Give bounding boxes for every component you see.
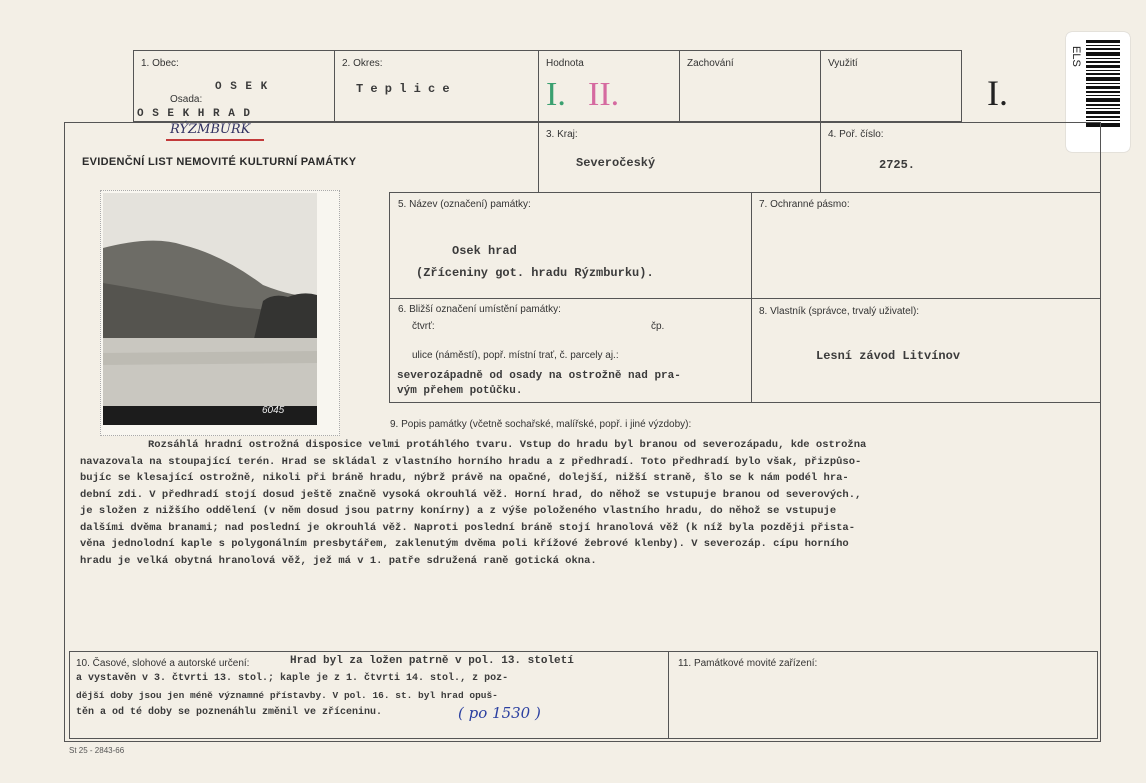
hodnota-ii: II. (588, 76, 620, 113)
popis-label: 9. Popis památky (včetně sochařské, malířské, popř. i jiné výzdoby): (390, 419, 692, 430)
ctvrt-label: čtvrť: (412, 321, 435, 332)
vlastnik-label: 8. Vlastník (správce, trvalý uživatel): (759, 306, 920, 317)
urceni-line2: a vystavěn v 3. čtvrti 13. stol.; kaple je z 1. čtvrti 14. stol., z poz- (76, 673, 509, 684)
barcode-icon (1086, 40, 1120, 128)
landscape-photo (103, 193, 317, 425)
popis-line: navazovala na stoupající terén. Hrad se skládal z vlastního horního hradu a z předhradí. Toto předhradí bylo však, přizpůso- (80, 455, 862, 468)
nazev-line1: Osek hrad (452, 244, 517, 258)
nazev-label: 5. Název (označení) památky: (398, 199, 531, 210)
popis-line: dalšími dvěma branami; nad poslední je okrouhlá věž. Naproti poslední bráně stojí hranolová věž (k níž byla později přista- (80, 521, 856, 534)
urceni-line3: dější doby jsou jen méně významné přístavby. V pol. 16. st. byl hrad opuš- (76, 690, 498, 701)
popis-line: je složen z nižšího oddělení (v něm dosud jsou patrny konírny) a z výše položeného vlastního hradu, do něhož se vstupuje (80, 505, 837, 517)
ochranne-pasmo-label: 7. Ochranné pásmo: (759, 199, 850, 210)
osada-value: O S E K H R A D (137, 108, 252, 120)
okres-label: 2. Okres: (342, 58, 383, 69)
kraj-value: Severočeský (576, 156, 656, 170)
osada-handwritten: RÝZMBURK (170, 122, 251, 137)
popis-line: Rozsáhlá hradní ostrožná disposice velmi protáhlého tvaru. Vstup do hradu byl branou od severozápadu, kde ostrožna (148, 439, 867, 451)
right-mark: I. (987, 73, 1008, 113)
por-cislo-label: 4. Poř. číslo: (828, 129, 884, 140)
barcode-label: ELS (1070, 46, 1082, 67)
zachovani-label: Zachování (687, 58, 734, 69)
photo-number: 6045 (262, 405, 285, 416)
obec-value: O S E K (215, 81, 269, 93)
cp-label: čp. (651, 321, 665, 332)
por-cislo-value: 2725. (879, 158, 916, 172)
urceni-line4: těn a od té doby se poznenáhlu změnil ve zříceninu. (76, 707, 383, 718)
hodnota-label: Hodnota (546, 58, 584, 69)
urceni-label: 10. Časové, slohové a autorské určení: (76, 658, 250, 669)
popis-line: dební zdi. V předhradí stojí dosud ještě značně vysoká okrouhlá věž. Horní hrad, do něhož se vstupuje branou od severových., (80, 488, 862, 501)
footer-code: St 25 - 2843-66 (69, 746, 125, 755)
popis-line: věna jednolodní kaple s polygonálním presbytářem, zaklenutým dvěma poli křížové žebrové klenby). V severozáp. cípu horního (80, 538, 849, 550)
popis-line: bujíc se klesající ostrožně, nikoli při bráně hradu, nýbrž právě na opačné, dolejší, nižší straně, šlo se k nám podél hra- (80, 472, 849, 484)
popis-line: hradu je velká obytná hranolová věž, jež má v 1. patře sdružená raně gotická okna. (80, 554, 597, 567)
hodnota-i: I. (546, 76, 566, 113)
umisteni-value-line1: severozápadně od osady na ostrožně nad pra- (397, 370, 681, 382)
vlastnik-value: Lesní závod Litvínov (816, 349, 961, 363)
ulice-label: ulice (náměstí), popř. místní trať, č. parcely aj.: (412, 350, 619, 361)
okres-value: T e p l i c e (356, 82, 450, 96)
urceni-handwritten: ( po 1530 ) (458, 704, 541, 722)
vyuziti-label: Využití (828, 58, 858, 69)
umisteni-value-line2: vým přehem potůčku. (397, 385, 523, 397)
umisteni-label: 6. Bližší označení umístění památky: (398, 304, 561, 315)
osada-label: Osada: (170, 94, 203, 105)
form-title: EVIDENČNÍ LIST NEMOVITÉ KULTURNÍ PAMÁTKY (82, 156, 357, 168)
obec-label: 1. Obec: (141, 58, 179, 69)
popis-text (80, 437, 1090, 569)
nazev-line2: (Zříceniny got. hradu Rýzmburku). (416, 266, 654, 280)
kraj-label: 3. Kraj: (546, 129, 578, 140)
movite-label: 11. Památkové movité zařízení: (678, 658, 818, 669)
urceni-line1: Hrad byl za ložen patrně v pol. 13. století (290, 655, 574, 667)
